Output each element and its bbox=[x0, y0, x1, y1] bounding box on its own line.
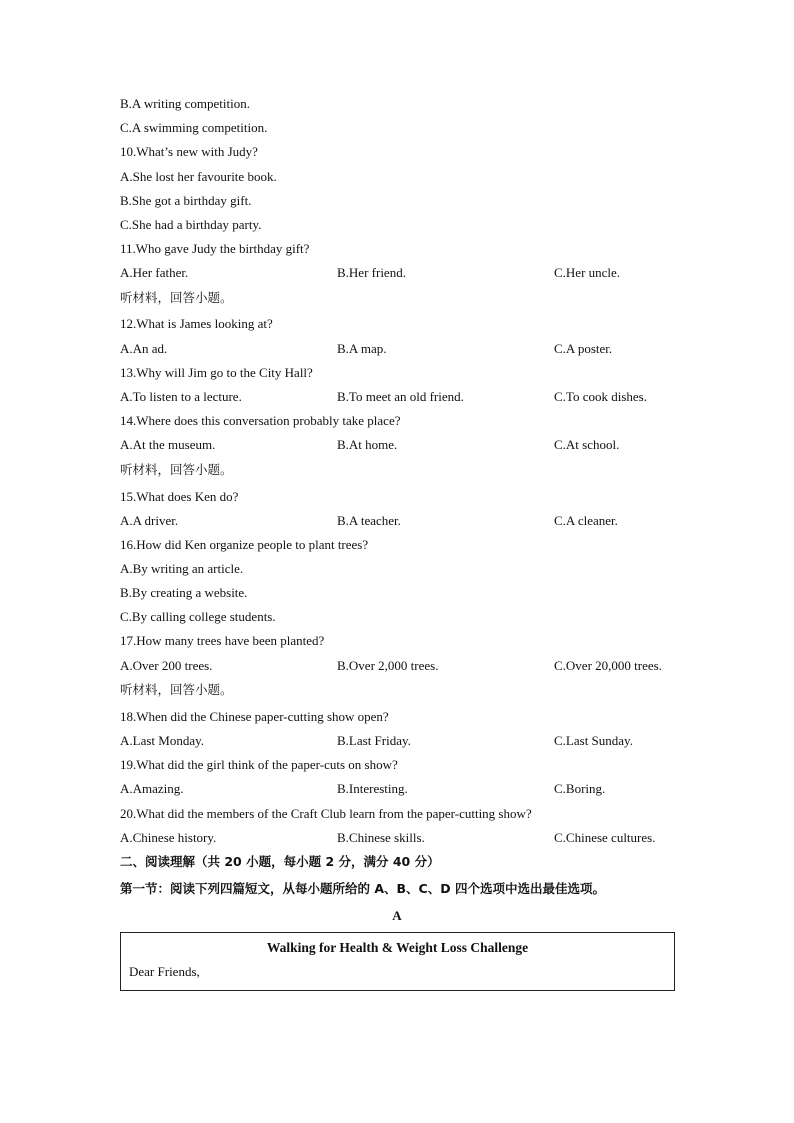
question-13-option-c: C.To cook dishes. bbox=[554, 389, 647, 404]
question-18-option-c: C.Last Sunday. bbox=[554, 733, 633, 748]
passage-greeting: Dear Friends, bbox=[129, 964, 200, 979]
question-19-option-a: A.Amazing. bbox=[120, 781, 184, 796]
question-17-option-c: C.Over 20,000 trees. bbox=[554, 658, 662, 673]
question-12: 12.What is James looking at? bbox=[120, 316, 273, 331]
question-11-option-c: C.Her uncle. bbox=[554, 265, 621, 280]
question-12-option-b: B.A map. bbox=[337, 341, 387, 356]
question-15-option-b: B.A teacher. bbox=[337, 513, 401, 528]
question-19: 19.What did the girl think of the paper-cuts on show? bbox=[120, 757, 398, 772]
question-10-option-c: C.She had a birthday party. bbox=[120, 217, 262, 232]
question-10: 10.What’s new with Judy? bbox=[120, 144, 258, 159]
question-16-option-c: C.By calling college students. bbox=[120, 609, 276, 624]
part-instruction: 第一节：阅读下列四篇短文，从每小题所给的 A、B、C、D 四个选项中选出最佳选项。 bbox=[120, 881, 605, 896]
question-18: 18.When did the Chinese paper-cutting show open? bbox=[120, 709, 389, 724]
question-10-option-a: A.She lost her favourite book. bbox=[120, 169, 277, 184]
listening-instruction: 听材料，回答小题。 bbox=[120, 290, 233, 305]
question-15: 15.What does Ken do? bbox=[120, 489, 239, 504]
question-20-option-a: A.Chinese history. bbox=[120, 830, 217, 845]
question-18-option-b: B.Last Friday. bbox=[337, 733, 411, 748]
question-17-option-a: A.Over 200 trees. bbox=[120, 658, 213, 673]
question-18-option-a: A.Last Monday. bbox=[120, 733, 205, 748]
question-13: 13.Why will Jim go to the City Hall? bbox=[120, 365, 313, 380]
question-20-option-b: B.Chinese skills. bbox=[337, 830, 425, 845]
listening-instruction: 听材料，回答小题。 bbox=[120, 462, 233, 477]
passage-box bbox=[120, 932, 675, 991]
question-17-option-b: B.Over 2,000 trees. bbox=[337, 658, 439, 673]
question-16: 16.How did Ken organize people to plant trees? bbox=[120, 537, 369, 552]
question-11-option-b: B.Her friend. bbox=[337, 265, 406, 280]
option-line: C.A swimming competition. bbox=[120, 120, 268, 135]
question-14-option-c: C.At school. bbox=[554, 437, 620, 452]
question-12-option-c: C.A poster. bbox=[554, 341, 613, 356]
question-14-option-a: A.At the museum. bbox=[120, 437, 216, 452]
question-19-option-b: B.Interesting. bbox=[337, 781, 408, 796]
question-20-option-c: C.Chinese cultures. bbox=[554, 830, 656, 845]
passage-title: Walking for Health & Weight Loss Challenge bbox=[266, 940, 529, 955]
question-16-option-a: A.By writing an article. bbox=[120, 561, 244, 576]
question-14-option-b: B.At home. bbox=[337, 437, 398, 452]
question-17: 17.How many trees have been planted? bbox=[120, 633, 325, 648]
question-11: 11.Who gave Judy the birthday gift? bbox=[120, 241, 310, 256]
option-line: B.A writing competition. bbox=[120, 96, 250, 111]
question-15-option-c: C.A cleaner. bbox=[554, 513, 618, 528]
question-15-option-a: A.A driver. bbox=[120, 513, 179, 528]
question-16-option-b: B.By creating a website. bbox=[120, 585, 248, 600]
question-19-option-c: C.Boring. bbox=[554, 781, 606, 796]
passage-label: A bbox=[392, 908, 402, 923]
question-10-option-b: B.She got a birthday gift. bbox=[120, 193, 252, 208]
question-20: 20.What did the members of the Craft Club learn from the paper-cutting show? bbox=[120, 806, 532, 821]
listening-instruction: 听材料，回答小题。 bbox=[120, 682, 233, 697]
question-14: 14.Where does this conversation probably take place? bbox=[120, 413, 401, 428]
question-12-option-a: A.An ad. bbox=[120, 341, 168, 356]
question-11-option-a: A.Her father. bbox=[120, 265, 189, 280]
section-heading: 二、阅读理解（共 20 小题，每小题 2 分，满分 40 分） bbox=[120, 854, 440, 869]
question-13-option-b: B.To meet an old friend. bbox=[337, 389, 464, 404]
question-13-option-a: A.To listen to a lecture. bbox=[120, 389, 242, 404]
